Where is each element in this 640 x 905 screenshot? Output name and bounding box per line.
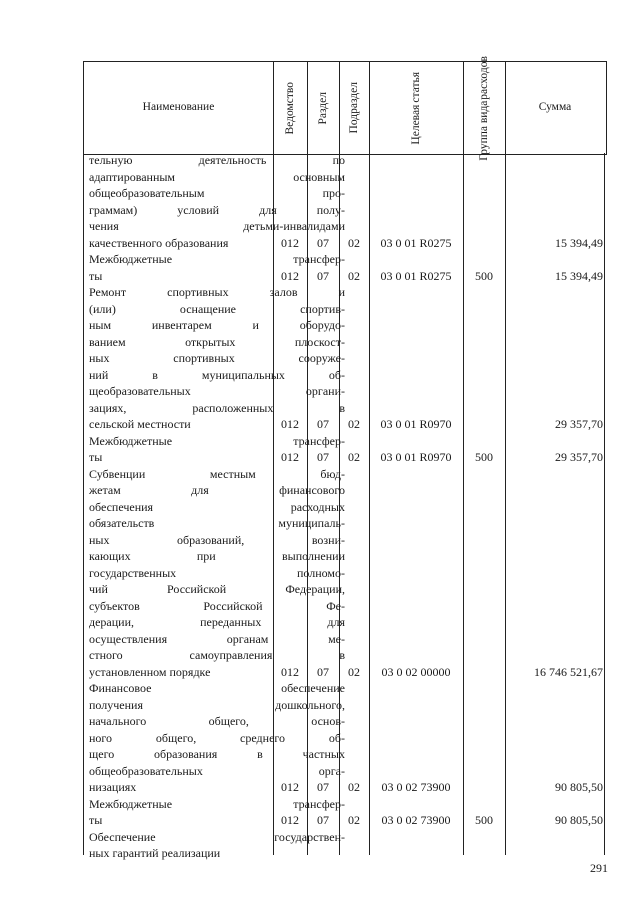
cell-celevaya: 03 0 02 73900 xyxy=(381,780,451,794)
row-name-line: сельской местности xyxy=(89,417,191,431)
table-row xyxy=(83,466,605,681)
cell-razdel: 07 xyxy=(317,417,329,431)
cell-summa: 90 805,50 xyxy=(555,813,603,827)
header-celevaya-line2: статья xyxy=(409,71,422,103)
cell-summa: 90 805,50 xyxy=(555,780,603,794)
row-name-line: Субвенции местным бюд- xyxy=(89,466,345,481)
cell-podrazdel: 02 xyxy=(348,664,360,679)
header-gruppa xyxy=(464,55,506,161)
cell-razdel: 07 xyxy=(317,813,329,827)
cell-podrazdel: 02 xyxy=(348,417,360,431)
cell-celevaya: 03 0 01 R0275 xyxy=(380,235,452,250)
header-summa-label: Сумма xyxy=(538,101,572,114)
row-name-line: ным инвентарем и оборудо- xyxy=(89,318,345,332)
row-name-line: получения дошкольного, xyxy=(89,697,345,712)
cell-razdel: 07 xyxy=(317,780,329,794)
header-celevaya xyxy=(370,62,464,154)
row-name-line: качественного образования xyxy=(89,235,229,250)
row-name-line: ванием открытых плоскост- xyxy=(89,334,345,349)
row-name-line: Финансовое обеспечение xyxy=(89,681,345,695)
table-row xyxy=(83,284,605,433)
cell-vedomstvo: 012 xyxy=(281,235,299,250)
row-name-line: субъектов Российской Фе- xyxy=(89,598,345,613)
cell-razdel: 07 xyxy=(317,450,329,464)
cell-podrazdel: 02 xyxy=(348,450,360,464)
row-name-line: ты xyxy=(89,813,103,827)
row-name-line: кающих при выполнении xyxy=(89,549,345,563)
cell-gruppa: 500 xyxy=(475,450,493,464)
header-name-label: Наименование xyxy=(142,101,215,114)
row-name-line: Обеспечение государствен- xyxy=(89,829,345,844)
row-name-line: низациях xyxy=(89,780,137,794)
cell-vedomstvo: 012 xyxy=(281,450,299,464)
cell-vedomstvo: 012 xyxy=(281,813,299,827)
row-name-line: общеобразовательных орга- xyxy=(89,763,345,778)
cell-vedomstvo: 012 xyxy=(281,268,299,283)
cell-summa: 15 394,49 xyxy=(555,268,603,283)
row-name-line: обеспечения расходных xyxy=(89,499,345,514)
header-gruppa-line2: расходов xyxy=(477,55,490,100)
row-name-line: щего образования в частных xyxy=(89,747,345,761)
row-name-line: зациях, расположенных в xyxy=(89,400,345,415)
row-name-line: чий Российской Федерации, xyxy=(89,582,345,596)
row-name-line: жетам для финансового xyxy=(89,483,345,497)
row-name-line: ных гарантий реализации xyxy=(89,846,221,860)
row-name-line: ного общего, среднего об- xyxy=(89,730,345,745)
row-name-line: Межбюджетные трансфер- xyxy=(89,433,345,448)
header-name xyxy=(84,62,274,154)
cell-summa: 29 357,70 xyxy=(555,450,603,464)
row-name-line: адаптированным основным xyxy=(89,169,345,184)
header-gruppa-label xyxy=(478,56,491,161)
cell-razdel: 07 xyxy=(317,268,329,283)
table-row xyxy=(83,796,605,829)
cell-celevaya: 03 0 02 00000 xyxy=(381,664,451,679)
cell-podrazdel: 02 xyxy=(348,268,360,283)
row-name-line: начального общего, основ- xyxy=(89,714,345,728)
row-name-line: стного самоуправления в xyxy=(89,648,345,662)
cell-vedomstvo: 012 xyxy=(281,664,299,679)
row-name-line: (или) оснащение спортив- xyxy=(89,301,345,316)
row-name-line: щеобразовательных органи- xyxy=(89,384,345,398)
row-name-line: ных образований, возни- xyxy=(89,532,345,547)
table-row xyxy=(83,433,605,466)
header-vedomstvo xyxy=(274,62,308,154)
cell-podrazdel: 02 xyxy=(348,235,360,250)
row-name-line: Межбюджетные трансфер- xyxy=(89,796,345,811)
row-name-line: чения детьми-инвалидами xyxy=(89,219,345,233)
row-name-line: ты xyxy=(89,268,103,283)
row-name-line: государственных полномо- xyxy=(89,565,345,580)
cell-summa: 16 746 521,67 xyxy=(534,664,603,679)
cell-razdel: 07 xyxy=(317,664,329,679)
header-vedomstvo-label: Ведомство xyxy=(283,81,296,135)
row-name-line: дерации, переданных для xyxy=(89,615,345,629)
row-name-line: обязательств муниципаль- xyxy=(89,516,345,530)
cell-gruppa: 500 xyxy=(475,268,493,283)
header-podrazdel xyxy=(340,62,370,154)
header-gruppa-line1: Группа вида xyxy=(477,100,490,161)
row-name-line: установленном порядке xyxy=(89,664,211,679)
row-name xyxy=(89,466,345,681)
row-name-line: общеобразовательным про- xyxy=(89,186,345,200)
header-summa xyxy=(506,62,604,154)
header-razdel xyxy=(308,62,340,154)
table-row xyxy=(83,829,605,862)
cell-summa: 15 394,49 xyxy=(555,235,603,250)
row-name-line: граммам) условий для полу- xyxy=(89,202,345,217)
table-row xyxy=(83,251,605,284)
row-name-line: тельную деятельность по xyxy=(89,153,345,167)
cell-celevaya: 03 0 01 R0970 xyxy=(380,417,452,431)
cell-gruppa: 500 xyxy=(475,813,493,827)
cell-celevaya: 03 0 02 73900 xyxy=(381,813,451,827)
row-name-line: Ремонт спортивных залов и xyxy=(89,285,345,299)
cell-vedomstvo: 012 xyxy=(281,417,299,431)
cell-celevaya: 03 0 01 R0275 xyxy=(380,268,452,283)
row-name-line: Межбюджетные трансфер- xyxy=(89,252,345,266)
row-name xyxy=(89,284,345,433)
table-row xyxy=(83,680,605,796)
row-name-line: ных спортивных сооруже- xyxy=(89,351,345,365)
row-name-line: осуществления органам ме- xyxy=(89,631,345,646)
cell-podrazdel: 02 xyxy=(348,780,360,794)
header-celevaya-line1: Целевая xyxy=(409,104,422,145)
header-celevaya-label xyxy=(410,72,423,145)
cell-razdel: 07 xyxy=(317,235,329,250)
header-podrazdel-label: Подраздел xyxy=(347,82,360,134)
row-name xyxy=(89,829,345,862)
header-razdel-label: Раздел xyxy=(316,91,329,125)
table-row xyxy=(83,152,605,251)
cell-summa: 29 357,70 xyxy=(555,417,603,431)
page-number: 291 xyxy=(590,861,608,875)
cell-vedomstvo: 012 xyxy=(281,780,299,794)
cell-celevaya: 03 0 01 R0970 xyxy=(380,450,452,464)
cell-podrazdel: 02 xyxy=(348,813,360,827)
row-name-line: ний в муниципальных об- xyxy=(89,367,345,382)
row-name-line: ты xyxy=(89,450,103,464)
